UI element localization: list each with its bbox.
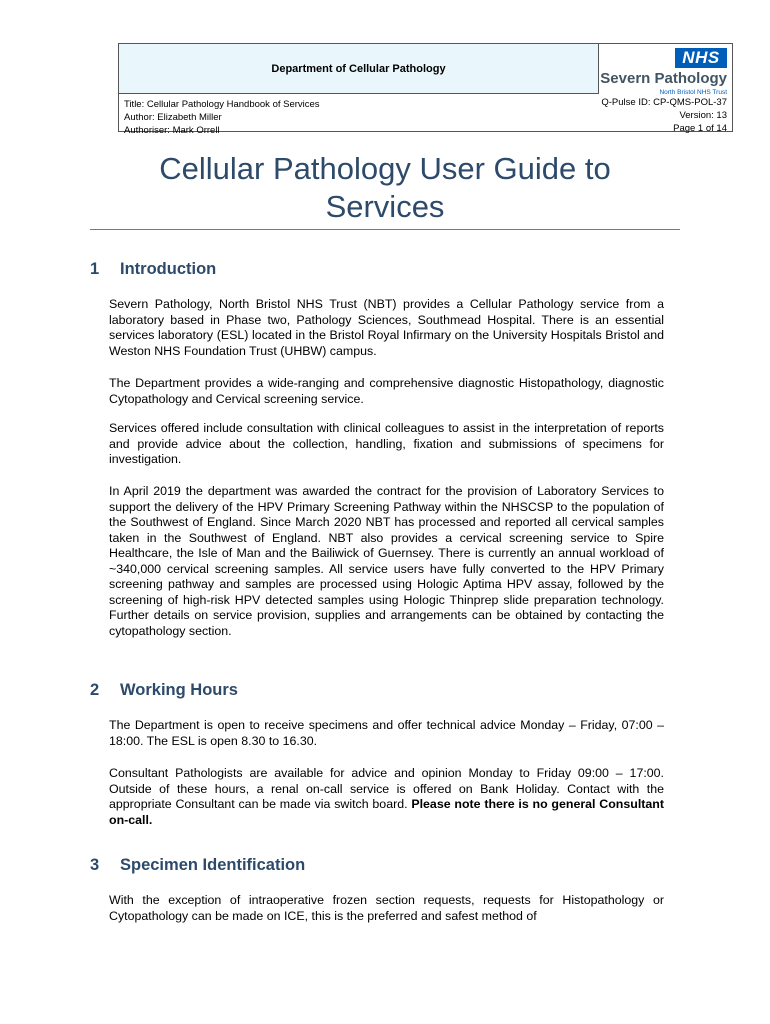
section-number: 3 (90, 856, 100, 874)
handbook-title: Title: Cellular Pathology Handbook of Services (124, 99, 320, 110)
nhs-logo-icon: NHS (675, 48, 727, 68)
paragraph: The Department is open to receive specimens and offer technical advice Monday – Friday, 07:00 –18:00. The ESL is open 8.30 to 16.30. (109, 718, 664, 748)
consultant-note: Please note there is no general Consultant on-call. (109, 797, 664, 827)
paragraph: With the exception of intraoperative frozen section requests, requests for Histopathology or Cytopathology can be made on ICE, this is the preferred and safest method of (109, 893, 664, 923)
section-title: Working Hours (120, 681, 238, 699)
department-name: Department of Cellular Pathology (271, 62, 446, 75)
section-title: Introduction (120, 260, 217, 278)
paragraph (109, 766, 664, 828)
page-number: Page 1 of 14 (673, 123, 727, 134)
section-title: Specimen Identification (120, 856, 306, 874)
section-number: 1 (90, 260, 100, 278)
author: Author: Elizabeth Miller (124, 112, 222, 123)
title-divider (90, 229, 680, 230)
qpulse-id: Q-Pulse ID: CP-QMS-POL-37 (601, 97, 727, 108)
page-title-line-2: Services (325, 189, 445, 224)
paragraph: The Department provides a wide-ranging and comprehensive diagnostic Histopathology, diagnostic Cytopathology and Cervical screening service. (109, 376, 664, 406)
version: Version: 13 (679, 110, 727, 121)
header-meta-left (124, 98, 320, 137)
paragraph: Services offered include consultation with clinical colleagues to assist in the interpretation of reports and provide advice about the collection, handling, fixation and submissions of specimens for investigation. (109, 421, 664, 466)
logo-trust: North Bristol NHS Trust (659, 89, 727, 96)
paragraph: In April 2019 the department was awarded the contract for the provision of Laboratory Services to support the delivery of the HPV Primary Screening Pathway within the NHSCSP to the population of the Southwest of England. Since March 2020 NBT has processed and reported all cervical samples taken in the Southwest of England. NBT also provides a cervical screening service to Spire Healthcare, the Isle of Man and the Bailiwick of Guernsey. There is currently an annual workload of ~340,000 cervical screening samples. All service users have fully converted to the HPV Primary screening pathway and samples are processed using Hologic Aptima HPV assay, followed by the screening of high-risk HPV detected samples using Hologic Thinprep slide preparation technology. Further details on service provision, supplies and arrangements can be obtained by contacting the cytopathology section. (109, 484, 664, 638)
document-header (118, 43, 733, 136)
page-title (90, 150, 680, 226)
department-banner (119, 44, 599, 94)
section-number: 2 (90, 681, 100, 699)
page-title-line-1: Cellular Pathology User Guide to (159, 151, 611, 186)
severn-pathology-logo (599, 44, 733, 94)
header-meta-right (601, 96, 727, 135)
section-heading-working-hours (90, 681, 238, 700)
paragraph-text: Consultant Pathologists are available for advice and opinion Monday to Friday 09:00 – 17:00. Outside of these hours, a renal on-call service is offered on Bank Holiday. Contact with the appropriate Consultant can be made via switch board. (109, 766, 664, 811)
authoriser: Authoriser: Mark Orrell (124, 125, 220, 136)
section-heading-introduction (90, 260, 216, 279)
logo-name: Severn Pathology (600, 70, 727, 87)
paragraph: Severn Pathology, North Bristol NHS Trust (NBT) provides a Cellular Pathology service from a laboratory based in Phase two, Pathology Sciences, Southmead Hospital. There is an essential services laboratory (ESL) located in the Bristol Royal Infirmary on the University Hospitals Bristol and Weston NHS Foundation Trust (UHBW) campus. (109, 297, 664, 358)
section-heading-specimen-identification (90, 856, 305, 875)
